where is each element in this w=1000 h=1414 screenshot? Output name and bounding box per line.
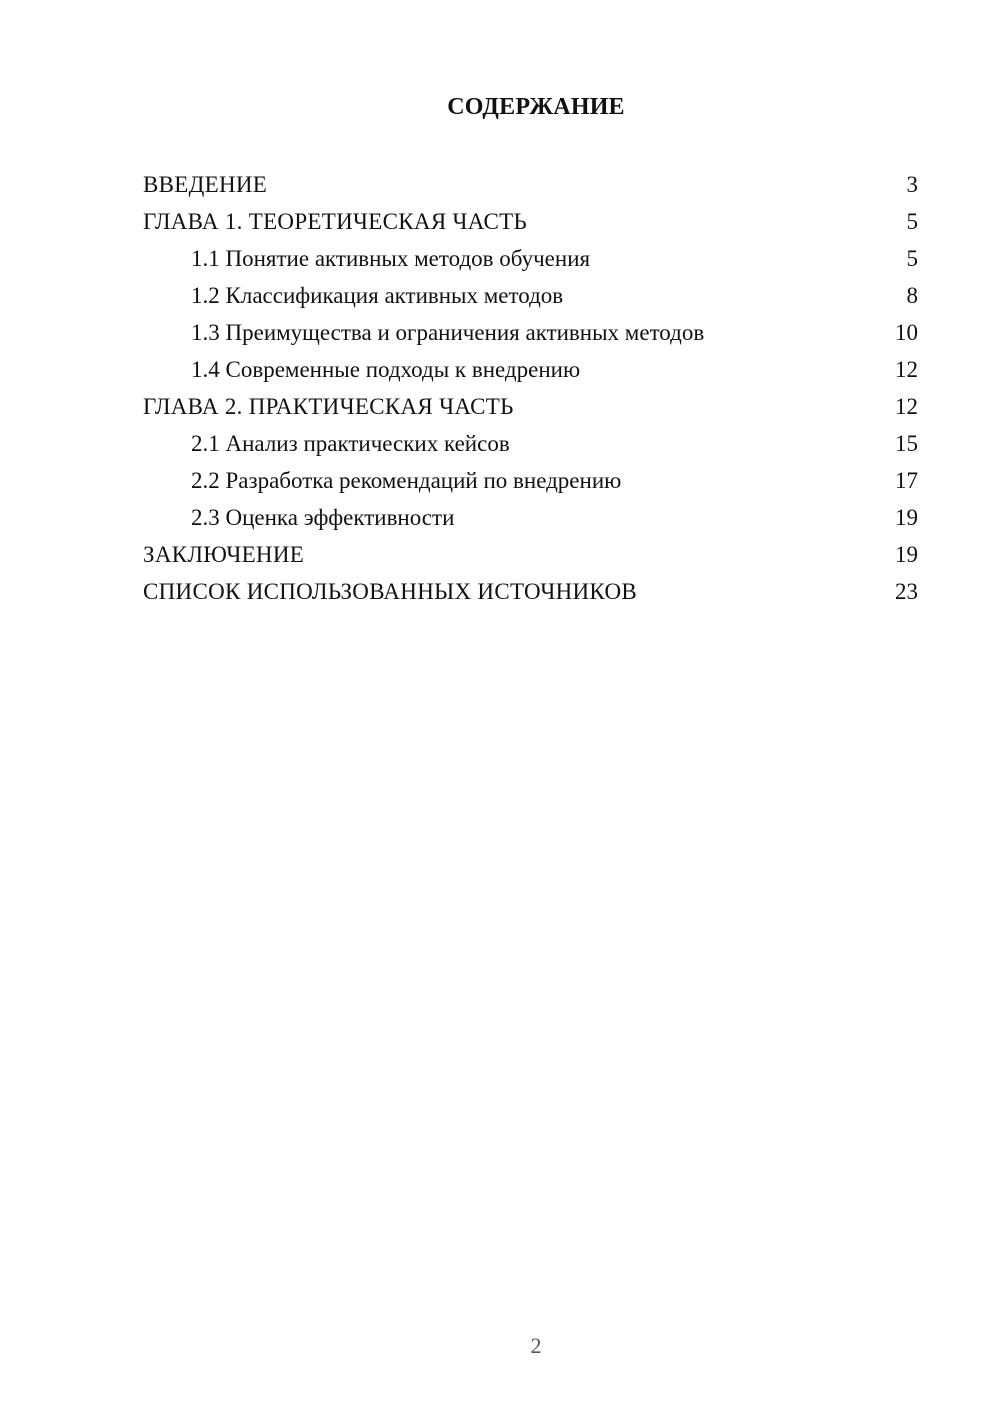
toc-entry-label: ГЛАВА 1. ТЕОРЕТИЧЕСКАЯ ЧАСТЬ bbox=[143, 209, 528, 234]
toc-entry-section-1-2[interactable] bbox=[143, 277, 918, 314]
toc-entry-page: 12 bbox=[895, 357, 918, 382]
toc-entry-page: 19 bbox=[895, 505, 918, 530]
toc-entry-page: 5 bbox=[906, 209, 918, 234]
toc-entry-label: СПИСОК ИСПОЛЬЗОВАННЫХ ИСТОЧНИКОВ bbox=[143, 579, 638, 604]
toc-entry-page: 10 bbox=[895, 320, 918, 345]
toc-entry-page: 12 bbox=[895, 394, 918, 419]
page-title: СОДЕРЖАНИЕ bbox=[447, 94, 625, 120]
toc-entry-label: 2.1 Анализ практических кейсов bbox=[191, 431, 510, 456]
toc-entry-label: 1.4 Современные подходы к внедрению bbox=[191, 357, 581, 382]
toc-entry-introduction[interactable] bbox=[143, 166, 918, 203]
toc-entry-section-1-4[interactable] bbox=[143, 351, 918, 388]
toc-entry-label: 1.3 Преимущества и ограничения активных методов bbox=[191, 320, 705, 345]
toc-entry-section-2-3[interactable] bbox=[143, 499, 918, 536]
toc-entry-page: 15 bbox=[895, 431, 918, 456]
toc-entry-conclusion[interactable] bbox=[143, 536, 918, 573]
toc-entry-label: 2.3 Оценка эффективности bbox=[191, 505, 455, 530]
toc-entry-section-2-2[interactable] bbox=[143, 462, 918, 499]
toc-entry-label: 1.1 Понятие активных методов обучения bbox=[191, 246, 591, 271]
toc-entry-section-2-1[interactable] bbox=[143, 425, 918, 462]
toc-entry-references[interactable] bbox=[143, 573, 918, 610]
toc-entry-label: 1.2 Классификация активных методов bbox=[191, 283, 564, 308]
toc-entry-page: 8 bbox=[906, 283, 918, 308]
toc-entry-label: ВВЕДЕНИЕ bbox=[143, 172, 268, 197]
toc-entry-page: 17 bbox=[895, 468, 918, 493]
toc-entry-page: 3 bbox=[906, 172, 918, 197]
toc-entry-section-1-3[interactable] bbox=[143, 314, 918, 351]
toc-entry-page: 23 bbox=[895, 579, 918, 604]
toc-entry-chapter-1[interactable] bbox=[143, 203, 918, 240]
toc-entry-page: 5 bbox=[906, 246, 918, 271]
toc-entry-page: 19 bbox=[895, 542, 918, 567]
toc-entry-chapter-2[interactable] bbox=[143, 388, 918, 425]
table-of-contents bbox=[143, 166, 918, 610]
toc-entry-label: 2.2 Разработка рекомендаций по внедрению bbox=[191, 468, 622, 493]
page-number: 2 bbox=[530, 1333, 542, 1358]
toc-entry-label: ГЛАВА 2. ПРАКТИЧЕСКАЯ ЧАСТЬ bbox=[143, 394, 514, 419]
toc-entry-section-1-1[interactable] bbox=[143, 240, 918, 277]
toc-entry-label: ЗАКЛЮЧЕНИЕ bbox=[143, 542, 305, 567]
